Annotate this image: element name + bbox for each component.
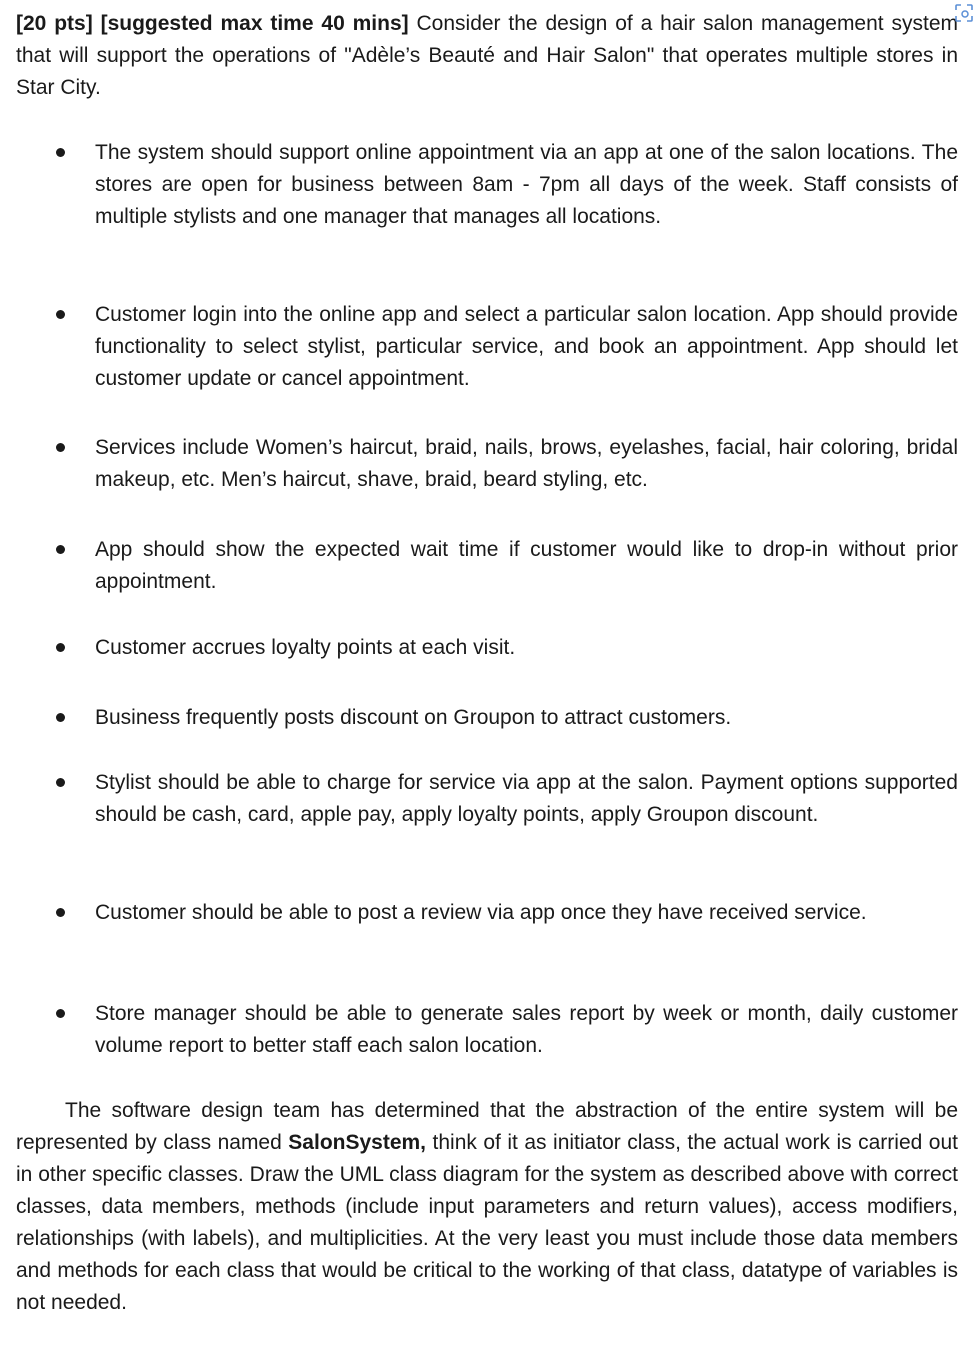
class-name: SalonSystem,	[288, 1131, 427, 1154]
bullet-icon	[55, 137, 67, 149]
closing-text-end: think of it as initiator class, the actual work is carried out in other specific classes. Draw the UML class diagram for the system as described above with correct classes, data members, methods (include input parameters and return values), access modifiers, relationships (with labels), and multiplicities. At the very least you must include those data members and methods for each class that would be critical to the working of that class, datatype of variables is not needed.	[16, 1131, 958, 1314]
closing-text-start: The software design team has determined that the abstraction of the entire system will be represented by class named	[16, 1099, 958, 1154]
list-item-text: Business frequently posts discount on Groupon to attract customers.	[95, 706, 732, 729]
list-item-text: App should show the expected wait time if customer would like to drop-in without prior appointment.	[95, 538, 958, 593]
time-label: [suggested max time 40 mins]	[100, 12, 409, 35]
list-item-text: Stylist should be able to charge for service via app at the salon. Payment options supported should be cash, card, apple pay, apply loyalty points, apply Groupon discount.	[95, 771, 958, 826]
bullet-icon	[55, 299, 67, 311]
bullet-icon	[55, 534, 67, 546]
list-item-text: The system should support online appointment via an app at one of the salon locations. The stores are open for business between 8am - 7pm all days of the week. Staff consists of multiple stylists and one manager that manages all locations.	[95, 141, 958, 228]
question-text: Consider the design of a hair salon management system that will support the operations of "Adèle’s Beauté and Hair Salon" that operates multiple stores in Star City.	[16, 12, 958, 99]
bullet-icon	[55, 432, 67, 444]
points-label: [20 pts]	[16, 12, 93, 35]
list-item-text: Store manager should be able to generate sales report by week or month, daily customer volume report to better staff each salon location.	[95, 1002, 958, 1057]
list-item-text: Customer accrues loyalty points at each visit.	[95, 636, 516, 659]
bullet-icon	[55, 767, 67, 779]
list-item-text: Services include Women’s haircut, braid, nails, brows, eyelashes, facial, hair coloring, bridal makeup, etc. Men’s haircut, shave, braid, beard styling, etc.	[95, 436, 958, 491]
scan-text-icon[interactable]	[955, 4, 973, 22]
bullet-icon	[55, 702, 67, 714]
bullet-icon	[55, 897, 67, 909]
closing-paragraph	[16, 1095, 958, 1319]
bullet-icon	[55, 632, 67, 644]
question-intro	[16, 8, 958, 104]
bullet-icon	[55, 998, 67, 1010]
list-item-text: Customer should be able to post a review via app once they have received service.	[95, 901, 867, 924]
list-item-text: Customer login into the online app and select a particular salon location. App should provide functionality to select stylist, particular service, and book an appointment. App should let customer update or cancel appointment.	[95, 303, 958, 390]
